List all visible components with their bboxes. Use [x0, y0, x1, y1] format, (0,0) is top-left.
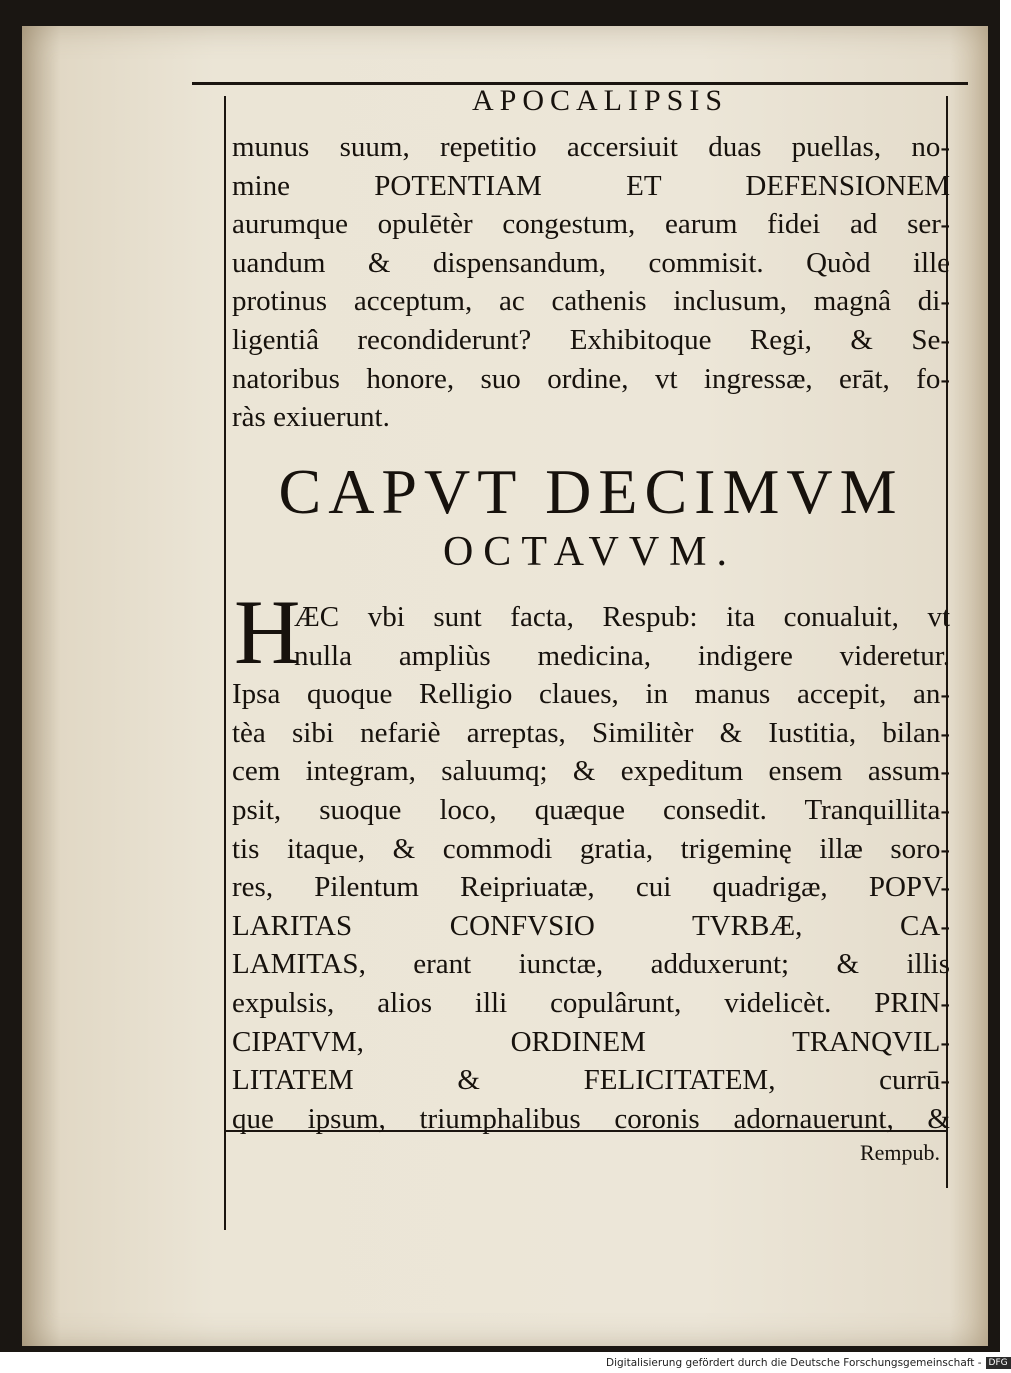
text-line: que ipsum, triumphalibus coronis adornauerunt, &: [232, 1102, 950, 1135]
text-line: nulla ampliùs medicina, indigere videretur.: [294, 639, 950, 672]
text-line: expulsis, alios illi copulârunt, videlicèt. PRIN-: [232, 986, 950, 1019]
text-line: aurumque opulētèr congestum, earum fidei ad ser-: [232, 208, 950, 241]
text-line: LARITAS CONFVSIO TVRBÆ, CA-: [232, 909, 950, 942]
text-line: tèa sibi nefariè arreptas, Similitèr & Iustitia, bilan-: [232, 716, 950, 749]
text-line: Ipsa quoque Relligio claues, in manus accepit, an-: [232, 678, 950, 711]
frame-left-rule: [224, 96, 226, 1230]
text-line: ràs exiuerunt.: [232, 401, 390, 434]
chapter-title: CAPVT DECIMVM: [278, 456, 904, 527]
text-line: protinus acceptum, ac cathenis inclusum, magnâ di-: [232, 285, 950, 318]
text-line: natoribus honore, suo ordine, vt ingressæ, erāt, fo-: [232, 362, 950, 395]
drop-cap: H: [234, 581, 301, 683]
catchword: Rempub.: [859, 1140, 940, 1165]
running-head: APOCALIPSIS: [471, 84, 729, 117]
paragraph-2: [232, 598, 950, 1138]
text-line: ligentiâ recondiderunt? Exhibitoque Regi, & Se-: [232, 323, 950, 356]
text-line: psit, suoque loco, quæque consedit. Tranquillita-: [232, 793, 950, 826]
footer-credit: [606, 1354, 1008, 1372]
text-line: tis itaque, & commodi gratia, trigeminę illæ soro-: [232, 832, 950, 865]
text-line: LAMITAS, erant iunctæ, adduxerunt; & illis: [232, 948, 950, 981]
dfg-logo: DFG: [986, 1357, 1011, 1369]
text-line: uandum & dispensandum, commisit. Quòd ille: [232, 246, 950, 279]
text-line: res, Pilentum Reipriuatæ, cui quadrigæ, POPV-: [232, 871, 950, 904]
paragraph-1: [232, 128, 950, 437]
text-line: munus suum, repetitio accersiuit duas puellas, no-: [232, 131, 950, 163]
text-line: CIPATVM, ORDINEM TRANQVIL-: [232, 1025, 950, 1058]
text-line: LITATEM & FELICITATEM, currū-: [232, 1064, 950, 1097]
chapter-subtitle: OCTAVVM.: [442, 529, 738, 575]
footer-text: Digitalisierung gefördert durch die Deutsche Forschungsgemeinschaft -: [606, 1357, 982, 1369]
text-line: cem integram, saluumq; & expeditum ensem assum-: [232, 755, 950, 788]
text-line: mine POTENTIAM ET DEFENSIONEM: [232, 169, 950, 202]
text-line: ÆC vbi sunt facta, Respub: ita conualuit, vt: [294, 601, 950, 633]
